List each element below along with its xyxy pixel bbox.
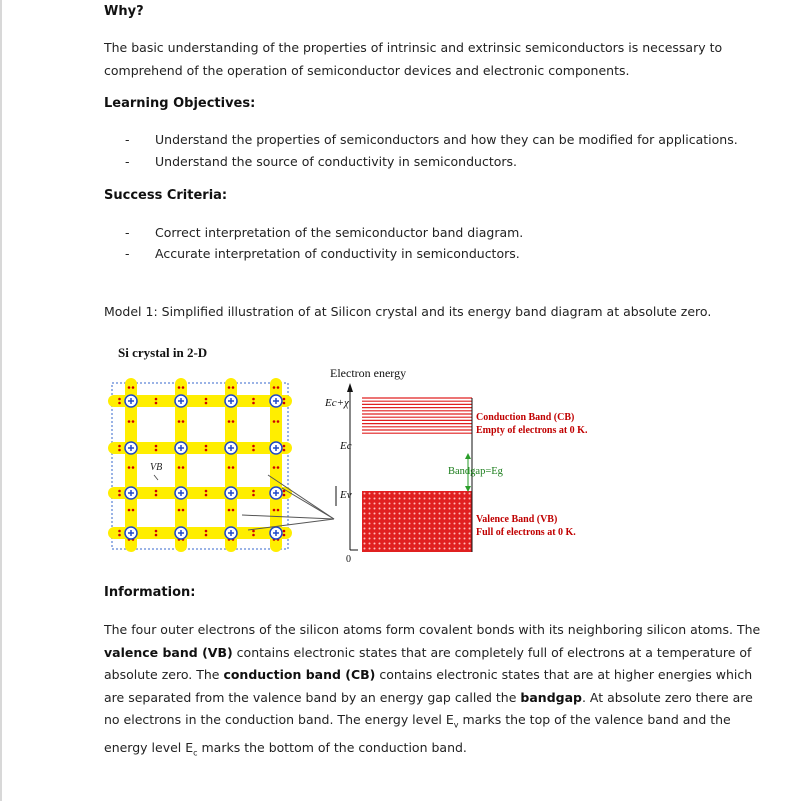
silicon-atom [225, 442, 237, 454]
zero-label: 0 [346, 554, 351, 565]
silicon-atom [175, 442, 187, 454]
bond-row [108, 487, 292, 499]
ec-chi-label: Ec+χ [325, 397, 349, 409]
silicon-atom [225, 395, 237, 407]
silicon-atom [125, 487, 137, 499]
model-caption: Model 1: Simplified illustration of at Silicon crystal and its energy band diagram at absolute zero. [104, 304, 712, 319]
vb-symbol: VB [150, 462, 163, 473]
cb-title: Conduction Band (CB) [476, 412, 575, 423]
bond-row [108, 442, 292, 454]
why-text: The basic understanding of the properties of intrinsic and extrinsic semiconductors is necessary to comprehend of the operation of semiconductor devices and electronic components. [104, 40, 723, 78]
bond-row [108, 527, 292, 539]
silicon-atom [270, 487, 282, 499]
crystal-title: Si crystal in 2-D [118, 345, 208, 360]
energy-axis-arrow [347, 383, 353, 392]
criteria-heading: Success Criteria: [104, 188, 228, 203]
ev-label: Ev [340, 489, 352, 501]
information-heading: Information: [104, 585, 196, 600]
why-heading: Why? [104, 4, 144, 19]
bond-column [225, 378, 237, 552]
silicon-atom [175, 527, 187, 539]
bond-row [108, 395, 292, 407]
silicon-atom [225, 487, 237, 499]
silicon-atom [125, 395, 137, 407]
information-text: The four outer electrons of the silicon atoms form covalent bonds with its neighboring silicon atoms. The valence band (VB) contains electronic states that are completely full of electrons at a temperature of absolute zero. The conduction band (CB) contains electronic states that are at higher energies which are separated from the valence band by an energy gap called the bandgap. At absolute zero there are no electrons in the conduction band. The energy level $E_v$ marks the top of the valence band and the energy level $E_c$ marks the bottom of the conduction band. [104, 622, 761, 758]
silicon-atom [175, 395, 187, 407]
bond-column [270, 378, 282, 552]
page-left-border [0, 0, 2, 801]
bond-column [175, 378, 187, 552]
bond-arrows [242, 475, 334, 530]
ec-label: Ec [340, 440, 352, 452]
silicon-atom [270, 395, 282, 407]
crystal-lattice [108, 378, 292, 552]
vb-title: Valence Band (VB) [476, 514, 558, 525]
valence-band [362, 491, 472, 552]
energy-title: Electron energy [330, 366, 407, 380]
silicon-atom [125, 527, 137, 539]
bond-column [125, 378, 137, 552]
cb-desc: Empty of electrons at 0 K. [476, 425, 588, 436]
silicon-atom [175, 487, 187, 499]
silicon-atom [225, 527, 237, 539]
silicon-atom [125, 442, 137, 454]
silicon-atom [270, 527, 282, 539]
conduction-band [362, 398, 472, 436]
bandgap-label: Bandgap=Eg [448, 466, 503, 477]
vb-pointer [154, 475, 158, 480]
vb-desc: Full of electrons at 0 K. [476, 527, 576, 538]
objectives-heading: Learning Objectives: [104, 96, 256, 111]
silicon-atom [270, 442, 282, 454]
